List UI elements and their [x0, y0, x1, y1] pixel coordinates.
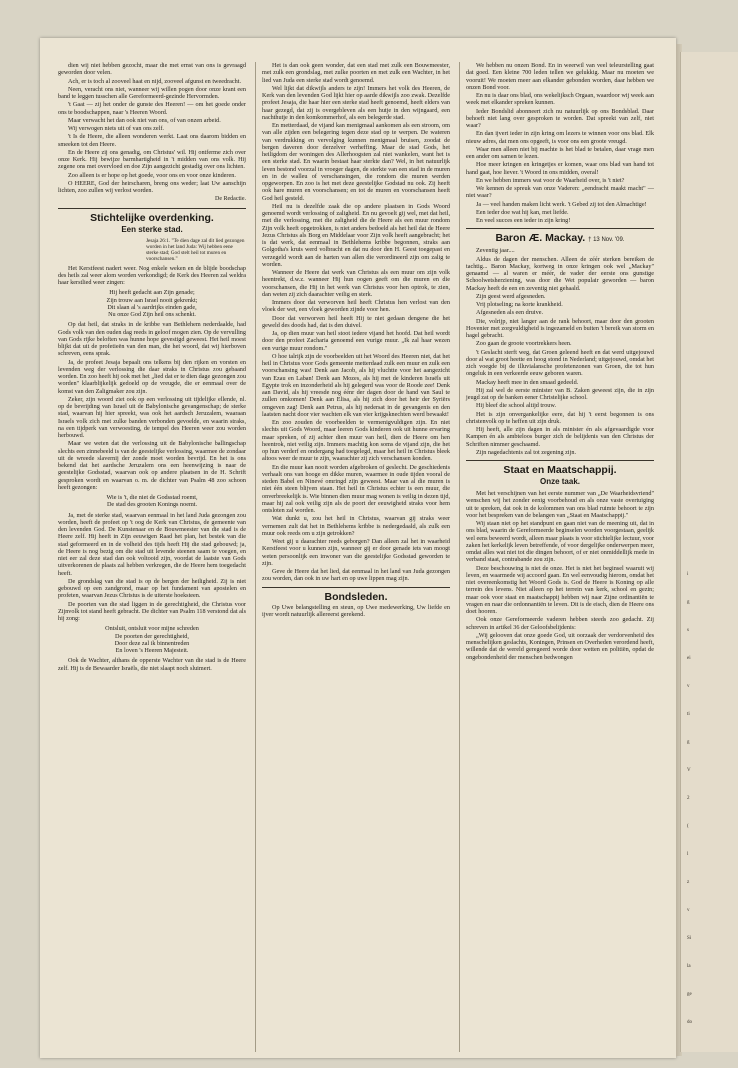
paragraph: Zijn geest werd afgesneden.	[476, 292, 546, 300]
article-heading: Stichtelijke overdenking.	[90, 211, 214, 224]
paragraph: 't Geslacht sterft weg, dat Groen geleend heeft en dat werd uitgejouwd door al wat groot heette en hoog stond in Nederland; uitgejouwd, omdat het zich voegde bij de illuvialansche profetenzonen van Groen, die tot hun ongeluk in een verkeerde eeuw geboren waren.	[466, 348, 654, 378]
paragraph: Zoo gaan de groote voortrekkers heen.	[476, 340, 572, 348]
verse-line: Nu onze God Zijn heil ons schenkt.	[108, 311, 196, 318]
paragraph: En veel succes een ieder in zijn kring!	[476, 217, 571, 224]
paragraph: Wat dunkt u, zou het heil in Christus, waarvan gij straks weer vernemen zult dat het in Bethlehems kribbe is nedergedaald, als zulk een muur ook reeds om u zijn getrokken?	[262, 515, 450, 537]
edge-fragment: Si	[687, 936, 692, 941]
edge-fragment: g	[687, 600, 690, 605]
paragraph: Ja, de profeet Jesaja bepaalt ons telkens bij den rijken en vorsten en levenden weg der verlossing die daar straks in Christus zou gebaand worden. En zoo heeft hij ook met het „lied dat er te dien dage gezongen zou worden" klaarblijkelijk gedoeld op de vreugde, die er eenmaal over de komst van den Zaligmaker zou zijn.	[58, 358, 246, 395]
paragraph: En dan ijvert ieder in zijn kring om lezers te winnen voor ons blad. Elk nieuw adres, dat men ons opgeeft, is voor ons een groote vreugd.	[466, 130, 654, 145]
edge-fragment: do	[687, 1020, 692, 1025]
paragraph: dien wij niet hebben gezocht, maar die met ernst van ons is gevraagd geworden door velen.	[58, 62, 246, 77]
divider	[262, 587, 450, 588]
paragraph: Het is dan ook geen wonder, dat een stad met zulk een Bouwmeester, met zulk een grondslag, met zulke poorten en met zulk een Wachter, in het lied van Juda een sterke stad wordt genoemd.	[262, 62, 450, 84]
paragraph: Ach, er is toch al zooveel haat en nijd, zooveel afgunst en tweedracht.	[68, 77, 242, 85]
verse-line: Wie is 't, die niet de Godsstad roemt,	[106, 494, 198, 501]
paragraph: Waar men alleen niet bij machte is het blad te betalen, daar vrage men een ander om samen te lezen.	[466, 145, 654, 160]
paragraph: Weet gij u daarachter reeds geborgen? Dan alleen zal het in waarheid Kerstfeest voor u kunnen zijn, wanneer gij er door genade iets van moogt weten persoonlijk een inwoner van die geestelijke Godsstad geworden te zijn.	[262, 538, 450, 567]
paragraph: Ieder Bondslid abonneert zich nu natuurlijk op ons Bondsblad. Daar behoeft niet lang over gesproken te worden. Dat spreekt van zelf, niet waar?	[466, 107, 654, 129]
verse-block	[58, 625, 246, 654]
paragraph: 't Gaat — zij het onder de gunste des Heeren! — om het goede onder ons te boodschappen, naar 's Heeren Woord.	[58, 101, 246, 116]
verse-line: Zijn trouw aan Israel nooit gekrenkt;	[106, 296, 198, 304]
verse-line: Ontsluit, ontsluit voor mijne schreden	[105, 625, 199, 633]
newspaper-columns	[58, 62, 658, 1052]
divider	[58, 208, 246, 209]
paragraph: Ook de Wachter, althans de opperste Wachter van die stad is de Heere zelf. Hij is de Bewaarder Israëls, die niet slaapt noch sluimert.	[58, 657, 246, 672]
column-rule	[255, 62, 256, 1052]
paragraph: Mackay heeft mee in den smaad gedeeld.	[476, 378, 579, 386]
edge-fragment: l	[687, 852, 689, 857]
paragraph: En nu is daar ons blad, ons wekelijksch Orgaan, waardoor wij week aan week met elkander spreken kunnen.	[466, 92, 654, 107]
edge-fragment: s	[687, 628, 689, 633]
paragraph: O hoe talrijk zijn de voorbeelden uit het Woord des Heeren niet, dat het heil in Christus voor Gods gemeente metterdaad zulk een muur en zulk een voorschansing was! Denk aan Jacob, als hij vluchtte voor het aangezicht van Ezau en Laban! Denk aan Mozes, als hij met de kinderen Israëls uit Egypte trok en inzonderheid als hij gelegerd was voor de Roode zee! Denk aan David, als hij vreesde nog éénr der dagen door de hand van Saul te zullen omkomen! Denk aan Elisa, als hij zich door het heir der Syriërs omgeven zag! Denk aan Petrus, als hij nedersat in de gevangenis en den laatsten nacht door vier wachten elk van vier krijgsknechten werd bewaakt!	[262, 352, 450, 418]
section-heading: Staat en Maatschappij.	[503, 464, 617, 476]
paragraph: O HEERE, God der heirscharen, breng ons weder; laat Uw aanschijn lichten, zoo zullen wij verlost worden.	[58, 179, 246, 194]
paragraph: Neen, veracht ons niet, wanneer wij willen pogen door onze krant een band te leggen tusschen alle Gereformeerd-gezinde Hervormden.	[58, 85, 246, 100]
section-subheading: Onze taak.	[539, 477, 580, 486]
paragraph: Ja — veel handen maken licht werk. 't Gebed zij tot den Almachtige!	[476, 200, 647, 208]
paragraph: Heil nu is dezelfde zaak die op andere plaatsen in Gods Woord genoemd wordt verlossing of zaligheid. En nu gevoelt gij wel, met dat heil, met die verlossing, met die zaligheid die de Heere als een muur rondom Zijn volk heeft opgetrokken, is niet anders bedoeld als het heil dat de Heere Jezus Christus als Borg en Middelaar voor Zijn volk heeft aangebracht; het is dat werk, dat eenmaal in Bethlehems kribbe begonnen, straks aan Golgotha's kruis werd volbracht en dat nu door den H. Geest toegepast en verzegeld wordt aan de harten van allen die verordineerd zijn om zalig te worden.	[262, 202, 450, 268]
paragraph: Wel lijkt dat dikwijls anders te zijn! Immers het volk des Heeren, de Kerk van den levenden God lijkt hier op aarde dikwijls zoo zwak. Dezelfde profeet Jesaja, die haar hier een sterke stad heeft genoemd, heeft elders van haar gezegd, dat zij is overgebleven als een hutje in den wijngaard, een nachthutje in den komkommerhof, als een belegerde stad.	[262, 84, 450, 121]
bond-paragraphs	[466, 62, 654, 224]
paragraph: En de Heere zij ons genadig, om Christus' wil. Hij ontferme zich over onze Kerk. Hij bewijze barmhartigheid in 't midden van ons volk. Hij zegene ons met overvloed en doe Zijn aangezicht gestadig over ons lichten.	[58, 148, 246, 171]
column-3	[466, 62, 654, 662]
edge-fragment: la	[687, 964, 691, 969]
paragraph: Aldus de dagen der menschen. Alleen de zéér sterken bereiken de tachtig... Baron Mackay, kortweg in onze kringen ook wel „Mackay" genaamd — al waren er méér, de vader der eerste ons gunstige Schoolwetsherziening, was door die Wet populair geworden — baron Mackay heeft de een en zeventig niet gehaald.	[466, 255, 654, 292]
article-subheading: Een sterke stad.	[121, 224, 183, 234]
paragraph: Ja, op dien muur van heil stoot iedere vijand het hoofd. Dat heil wordt door den profeet Zacharia genoemd een vurige muur. „Ik zal haar wezen een vurige muur rondom."	[262, 330, 450, 352]
paragraph: Ja, met de sterke stad, waarvan eenmaal in het land Juda gezongen zou worden, heeft de profeet op 't oog de Kerk van Christus, de gemeente van den levenden God. De Kunstenaar en de Bouwmeester van die stad is de Heere zelf. Hij heeft in Zijn eeuwigen Raad het plan, het bestek van die stad geformeerd en in de volheid des tijds heeft Hij die stad gebouwd; ja, de Heere is nog bezig om die stad uit levende steenen saam te voegen, en niet eer zal deze stad dan ook voltooid zijn, voordat de laatste van Gods uitverkorenen de plaats zal hebben verkregen, die de Heere hem toegedacht heeft.	[58, 511, 246, 577]
obituary-name: Baron Æ. Mackay.	[495, 232, 586, 245]
obituary-date: † 13 Nov. '09.	[588, 237, 625, 244]
signature: De Redactie.	[215, 196, 246, 203]
paragraph: Maar we weten dat die verlossing uit de Babylonische ballingschap slechts een zinnebeeld is van de geestelijke verlossing, waarmee de zondaar uit de wreede slavernij der zonde moet worden bevrijd. En het is ons bekend dat het aardsche Jeruzalem ons een heenwijzing is naar de geestelijke Godsstad, waarvan ook op andere plaatsen in de H. Schrift gesproken wordt en waarvan o. m. de dichter van Psalm 48 zoo schoon heeft gezongen:	[58, 440, 246, 491]
verse-line: De stad des grooten Konings noemt.	[106, 501, 198, 509]
paragraph: „Wij gelooven dat onze goede God, uit oorzaak der verdorvenheid des menschelijken geslachts, Koningen, Prinsen en Overheden verordend heeft, willende dat de wereld geregeerd worde door wetten en politiën, opdat de ongebondenheid der menschen bedwongen	[466, 631, 654, 661]
paragraph: Het Kerstfeest nadert weer. Nog enkele weken en de blijde boodschap des heils zal weer alom worden verkondigd; de Kerk des Heeren zal weldra haar kerstlied weer zingen:	[58, 264, 246, 286]
paragraph: Afgesneden als een druive.	[476, 309, 544, 317]
edge-fragment: 2	[687, 796, 690, 801]
paragraph: Geve de Heere dat het lied, dat eenmaal in het land van Juda gezongen zou worden, dan ook in uw hart en op uwe lippen mag zijn.	[262, 568, 450, 583]
paragraph: Met het verschijnen van het eerste nummer van „De Waarheidsvriend" wenschen wij het zonder eenig voorbehoud en als onze vaste overtuiging uit te spreken, dat ook in de kolommen van ons blad ruimte behoort te zijn voor het bespreken van de belangen van „Staat en Maatschappij."	[466, 490, 654, 519]
paragraph: Wij staan niet op het standpunt en gaan niet van de meening uit, dat in ons blad, waarin de Gereformeerde beginselen worden voorgestaan, geelijk wel eens beweerd wordt, alleen maar plaats is voor stichtelijke lectuur, voor zaken het kerkelijk leven betreffende, of voor dergelijke onderwerpen meer, omdat alles wat niet tot die dingen behoort, of er niet onmiddellijk mede in verband staat, contrabande zou zijn.	[466, 520, 654, 564]
paragraph: Deze beschouwing is niet de onze. Het is niet het beginsel waaruit wij leven, en waarmede wij accoord gaan. En wel eenvoudig hierom, omdat het niet overeenkomstig het Woord Gods is. God de Heere is Koning op alle terrein des levens. Niet alleen op het terrein van kerk, school en gezin; maar ook voor staat en maatschappij hebben wij naar Zijne ordinantiën te vragen en naar die ordonnantiën te leven. Dit is de eisch, dien de Heere ons doet hooren.	[466, 564, 654, 615]
bond-paragraphs	[262, 604, 450, 619]
edge-fragment: z	[687, 880, 690, 885]
obituary-paragraphs	[466, 247, 654, 456]
paragraph: Hij heeft, alle zijn dagen in als minister én als afgevaardigde voor Kampen én als ambteloos burger zich de belijdenis van den Christus der Schriften nimmer geschaamd.	[466, 426, 654, 448]
paragraph: En die muur kan nooit worden afgebroken of geslecht. De geschiedenis verhaalt ons van hooge en dikke muren, waarmee in oude tijden vooral de steden Babel en Ninevé omringd zijn geweest. Maar van al die muren is niet één steen blijven staan. Het heil in Christus echter is een muur, die onverbreekelijk is. Wie binnen dien muur mag wonen is veilig in dezen tijd, maar hij zal ook veilig zijn als de poort der eeuwigheid straks voor hem ontsloten zal worden.	[262, 463, 450, 514]
paragraph: Hij zal wel de eerste minister van B. Zaken geweest zijn, die in zijn jeugd zat op de banken eener Christelijke school.	[466, 386, 654, 401]
paragraph: Maar verwacht het dan ook niet van ons, of van onzen arbeid.	[68, 116, 221, 124]
edge-fragment: v	[687, 684, 690, 689]
paragraph: Wij verwogen niets uit of van ons zelf.	[68, 125, 164, 132]
paragraph: De grondslag van die stad is op de bergen der heiligheid. Zij is niet gebouwd op een zandgrond, maar op het fundament van apostelen en profeten, waarvan Jezus Christus is de uiterste hoeksteen.	[58, 577, 246, 600]
verse-block	[58, 494, 246, 509]
verse-line: Dit slaan al 's aardrijks einden gade,	[107, 303, 197, 311]
article-paragraphs	[58, 265, 246, 287]
edge-fragment: v	[687, 908, 690, 913]
verse-line: Hij heeft gedacht aan Zijn genade;	[109, 289, 195, 297]
paragraph: Op dat heil, dat straks in de kribbe van Bethlehem nederdaalde, had Gods volk van den ouden dag reeds in geloof mogen zien. Op de vervulling van Gods rijke beloften was hunne hope gevestigd geweest. Het heil moest blijkt dat uit de profetieën van den man, die het woord, dat wij hierboven schreven, eens sprak.	[58, 321, 246, 358]
paragraph: De poorten van die stad liggen in de gerechtigheid, die Christus voor Zijnvolk tot stand heeft gebracht. De dichter van Psalm 118 verstond dat als hij zong:	[58, 600, 246, 622]
divider	[466, 228, 654, 229]
verse-block	[58, 289, 246, 318]
verse-line: Door deze zal ik binnentreden	[114, 639, 190, 647]
paragraph: En zoo zouden de voorbeelden te vermenigvuldigen zijn. En niet slechts uit Gods Woord, maar leeren Gods kinderen ook uit hunne ervaring maar spreken, of zij achter dien muur van heil, dien de Heere om hen heentrok, niet veilig zijn. Immers machtig kon soms de vijand zijn, die het op hun verderf en ondergang had toegelegd, maar het heil in Christus bleek altoos weer de muur te zijn, waarachter zij zich verschansen konden.	[262, 419, 450, 463]
column-2	[262, 62, 450, 619]
paragraph: En we hebben immers wat voor de Waarheid over, is 't niet?	[476, 176, 625, 184]
column-rule	[459, 62, 460, 1052]
staat-paragraphs	[466, 490, 654, 661]
paragraph: Vrij plotseling; na korte krankheid.	[476, 301, 563, 308]
paragraph: Op Uwe belangstelling en steun, op Uwe medewerking, Uw liefde en ijver wordt natuurlijk allereerst gerekend.	[262, 603, 450, 618]
paragraph: Het is zijn onvergankelijke eere, dat hij 't eerst begonnen is ons christenvolk op te heffen uit zijn druk.	[466, 410, 654, 425]
paragraph: Zoo alleen is er hope op het goede, voor ons en voor onze kinderen.	[68, 171, 236, 179]
column-1	[58, 62, 246, 673]
section-heading: Bondsleden.	[324, 590, 388, 603]
paragraph: Zeker, zijn woord ziet ook op een verlossing uit tijdelijke ellende, nl. op de bevrijding van Israel uit de Babylonische gevangenschap; de sterke stad, waarvan hij hier spreekt, was ook het aardsch Jeruzalem, waaraan Israels volk zich met zulke banden verbonden gevoelde, en waarin straks, na een tijdperk van verwoesting, de tempel des Heeren weer zou worden herbouwd.	[58, 395, 246, 439]
paragraph: 't Is de Heere, die alleen wonderen werkt. Laat ons daarom bidden en smeeken tot den Heere.	[58, 133, 246, 148]
obituary-heading	[466, 232, 654, 246]
paragraph: We kennen de spreuk van onze Vaderen: „eendracht maakt macht" — niet waar?	[466, 185, 654, 200]
edge-fragment: ti	[687, 712, 690, 717]
edge-fragment: g	[687, 740, 690, 745]
verse-line: En loven 's Heeren Majesteit.	[115, 647, 189, 654]
paragraph: Zeventig jaar....	[476, 247, 515, 255]
paragraph: Zijn nagedachtenis zal tot zegening zijn.	[476, 448, 576, 456]
bible-motto: Jesaja 26:1. "Te dien dage zal dit lied gezongen worden in het land Juda: Wij hebben eene sterke stad; God stelt heil tot muren en voorschansen."	[146, 237, 245, 262]
edge-fragment: ei	[687, 656, 691, 661]
paragraph: Wanneer de Heere dat werk van Christus als een muur om zijn volk heentrekt, d.w.z. wanneer Hij hun oogen geeft om die muren en die voorschansen, die Hij in het werk van Christus voor hen optrok, te zien, dan weten zij zich daarachter veilig en sterk.	[262, 269, 450, 298]
paragraph: Een ieder doe wat hij kan, met liefde.	[476, 208, 569, 216]
edge-fragment: V	[687, 768, 691, 773]
paragraph: Die, volrijp, niet langer aan de rank behoort, maar door den grooten Hovenier met zorgvuldigheid is ingezameld en buiten 't bereik van storm en hagel gebracht.	[466, 317, 654, 339]
edge-fragment: (	[687, 824, 689, 829]
paragraph: Hij bleef die school altijd trouw.	[476, 402, 557, 410]
verse-line: De poorten der gerechtigheid,	[115, 632, 189, 640]
paragraph: Ook onze Gereformeerde vaderen hebben steeds zoo gedacht. Zij schreven in artikel 36 der Geloofsbelijdenis:	[466, 616, 654, 631]
article-paragraphs	[262, 62, 450, 583]
article-paragraphs	[58, 321, 246, 491]
editorial-paragraphs	[58, 62, 246, 194]
divider	[466, 460, 654, 461]
paragraph: Hoe meer kringen en kringetjes er komen, waar ons blad van hand tot hand gaat, hoe liever. 't Woord in ons midden, overal!	[466, 161, 654, 176]
edge-fragment: ge	[687, 992, 692, 997]
article-paragraphs	[58, 657, 246, 672]
paragraph: Immers door dat verworven heil heeft Christus hen verlost van den vloek der wet, een vloek geworden zijnde voor hen.	[262, 299, 450, 314]
paragraph: We hebben nu onzen Bond. En in weerwil van veel teleurstelling gaat dat goed. Een kleine 700 leden tellen we gelukkig. Maar nu moeten we vooruit! We moeten meer aan elkander gebonden worden, daar hebben we onzen Bond voor.	[466, 62, 654, 91]
article-paragraphs	[58, 512, 246, 623]
paragraph: Door dat verworven heil heeft Hij te niet gedaan dengene die het geweld des doods had, dat is den duivel.	[262, 314, 450, 329]
edge-fragment: i	[687, 572, 689, 577]
next-page-edge	[680, 52, 738, 1052]
paragraph: En metterdaad, de vijand kan menigmaal aankomen als een stroom, om van alle zijden een belegering tegen deze stad op te werpen. De wateren van verdrukking en vervolging kunnen menigmaal bruisen, zoodat de bergen daveren door derzelver verheffing. Maar de stad Gods, het heiligdom der woningen des Allerhoogsten zal niet wankelen, want het is een sterke stad. En waarin bestaat haar sterkte dan? Wel, in het natuurlijk leven bestond voorzal in vroeger dagen, de sterkte van een stad in de muren en in de walleu of verschansingen, die rondom die muren werden opgeworpen. En zoo is het met deze geestelijke Godstad nu ook. Zij heeft ook hare muren en voorschansen; en tot de muren en voorschansen heeft God heil gesteld.	[262, 122, 450, 202]
